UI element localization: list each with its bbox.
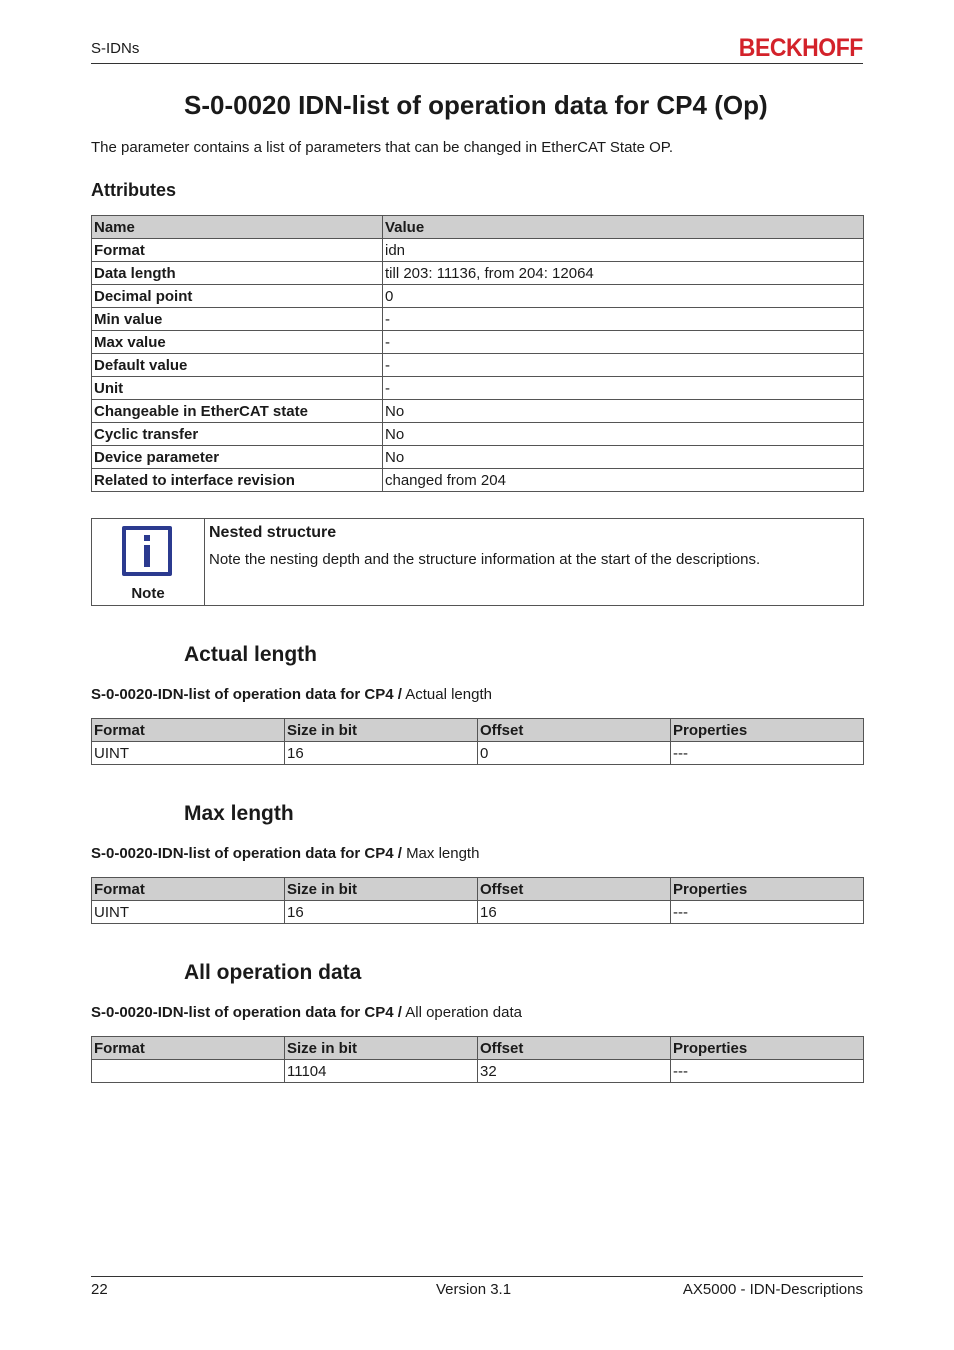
- table-row: [92, 262, 864, 285]
- table-row: [92, 1060, 864, 1083]
- section-heading-max-length: Max length: [184, 802, 294, 825]
- attr-name: Cyclic transfer: [92, 423, 383, 446]
- table-row: [92, 377, 864, 400]
- cell-size: 16: [285, 901, 478, 924]
- column-header-offset: Offset: [478, 1037, 671, 1060]
- header-section-label: S-IDNs: [91, 40, 140, 57]
- attr-name: Max value: [92, 331, 383, 354]
- cell-format: [92, 1060, 285, 1083]
- section-heading-actual-length: Actual length: [184, 643, 318, 666]
- section-subtitle: [91, 686, 492, 703]
- table-header-row: [92, 1037, 864, 1060]
- column-header-size: Size in bit: [285, 878, 478, 901]
- cell-format: UINT: [92, 742, 285, 765]
- column-header-offset: Offset: [478, 719, 671, 742]
- section-subtitle: [91, 1004, 522, 1021]
- attr-name: Data length: [92, 262, 383, 285]
- cell-offset: 0: [478, 742, 671, 765]
- column-header-format: Format: [92, 878, 285, 901]
- subtitle-bold: S-0-0020-IDN-list of operation data for CP4 /: [91, 845, 402, 862]
- column-header-properties: Properties: [671, 719, 864, 742]
- attr-value: -: [383, 331, 864, 354]
- subtitle-bold: S-0-0020-IDN-list of operation data for CP4 /: [91, 1004, 402, 1021]
- table-header-row: [92, 719, 864, 742]
- note-box: [91, 518, 864, 606]
- subtitle-plain: All operation data: [405, 1004, 522, 1021]
- max-length-table: [91, 877, 864, 924]
- actual-length-table: [91, 718, 864, 765]
- table-row: [92, 400, 864, 423]
- table-row: [92, 901, 864, 924]
- table-row: [92, 742, 864, 765]
- cell-offset: 32: [478, 1060, 671, 1083]
- cell-size: 11104: [285, 1060, 478, 1083]
- table-row: [92, 446, 864, 469]
- table-row: [92, 239, 864, 262]
- table-row: [92, 331, 864, 354]
- cell-properties: ---: [671, 1060, 864, 1083]
- attr-value: No: [383, 446, 864, 469]
- cell-size: 16: [285, 742, 478, 765]
- table-row: [92, 308, 864, 331]
- column-header-format: Format: [92, 1037, 285, 1060]
- attributes-heading: Attributes: [91, 180, 176, 200]
- attr-name: Format: [92, 239, 383, 262]
- subtitle-plain: Actual length: [405, 686, 492, 703]
- attr-value: 0: [383, 285, 864, 308]
- section-heading-all-operation-data: All operation data: [184, 961, 362, 984]
- column-header-offset: Offset: [478, 878, 671, 901]
- intro-text: The parameter contains a list of parameters that can be changed in EtherCAT State OP.: [91, 139, 673, 156]
- column-header-name: Name: [92, 216, 383, 239]
- all-operation-data-table: [91, 1036, 864, 1083]
- attr-value: -: [383, 377, 864, 400]
- attr-value: -: [383, 308, 864, 331]
- attr-name: Min value: [92, 308, 383, 331]
- note-icon-cell: [92, 519, 205, 605]
- subtitle-bold: S-0-0020-IDN-list of operation data for CP4 /: [91, 686, 402, 703]
- attr-name: Related to interface revision: [92, 469, 383, 492]
- table-row: [92, 469, 864, 492]
- footer-version: Version 3.1: [436, 1281, 512, 1298]
- info-icon: [122, 526, 172, 576]
- table-header-row: [92, 878, 864, 901]
- cell-properties: ---: [671, 901, 864, 924]
- page-title: S-0-0020 IDN-list of operation data for CP4 (Op): [184, 90, 768, 120]
- column-header-value: Value: [383, 216, 864, 239]
- attr-value: idn: [383, 239, 864, 262]
- subtitle-plain: Max length: [406, 845, 480, 862]
- attr-value: No: [383, 423, 864, 446]
- attr-value: changed from 204: [383, 469, 864, 492]
- attr-name: Default value: [92, 354, 383, 377]
- column-header-format: Format: [92, 719, 285, 742]
- table-row: [92, 285, 864, 308]
- section-subtitle: [91, 845, 479, 862]
- cell-offset: 16: [478, 901, 671, 924]
- attr-value: till 203: 11136, from 204: 12064: [383, 262, 864, 285]
- table-header-row: [92, 216, 864, 239]
- cell-properties: ---: [671, 742, 864, 765]
- cell-format: UINT: [92, 901, 285, 924]
- column-header-properties: Properties: [671, 1037, 864, 1060]
- note-text: Note the nesting depth and the structure information at the start of the descriptions.: [209, 551, 761, 568]
- note-title: Nested structure: [209, 524, 337, 541]
- note-label: Note: [131, 585, 165, 602]
- attr-name: Decimal point: [92, 285, 383, 308]
- column-header-size: Size in bit: [285, 1037, 478, 1060]
- column-header-properties: Properties: [671, 878, 864, 901]
- brand-logo: BECKHOFF: [738, 34, 863, 62]
- table-row: [92, 354, 864, 377]
- footer-doc-title: AX5000 - IDN-Descriptions: [682, 1281, 863, 1298]
- attr-name: Device parameter: [92, 446, 383, 469]
- attr-value: -: [383, 354, 864, 377]
- footer-divider: [91, 1276, 863, 1277]
- header-divider: [91, 63, 863, 64]
- table-row: [92, 423, 864, 446]
- attr-name: Unit: [92, 377, 383, 400]
- column-header-size: Size in bit: [285, 719, 478, 742]
- attr-name: Changeable in EtherCAT state: [92, 400, 383, 423]
- attr-value: No: [383, 400, 864, 423]
- attributes-table: [91, 215, 864, 492]
- footer-page-number: 22: [91, 1281, 108, 1298]
